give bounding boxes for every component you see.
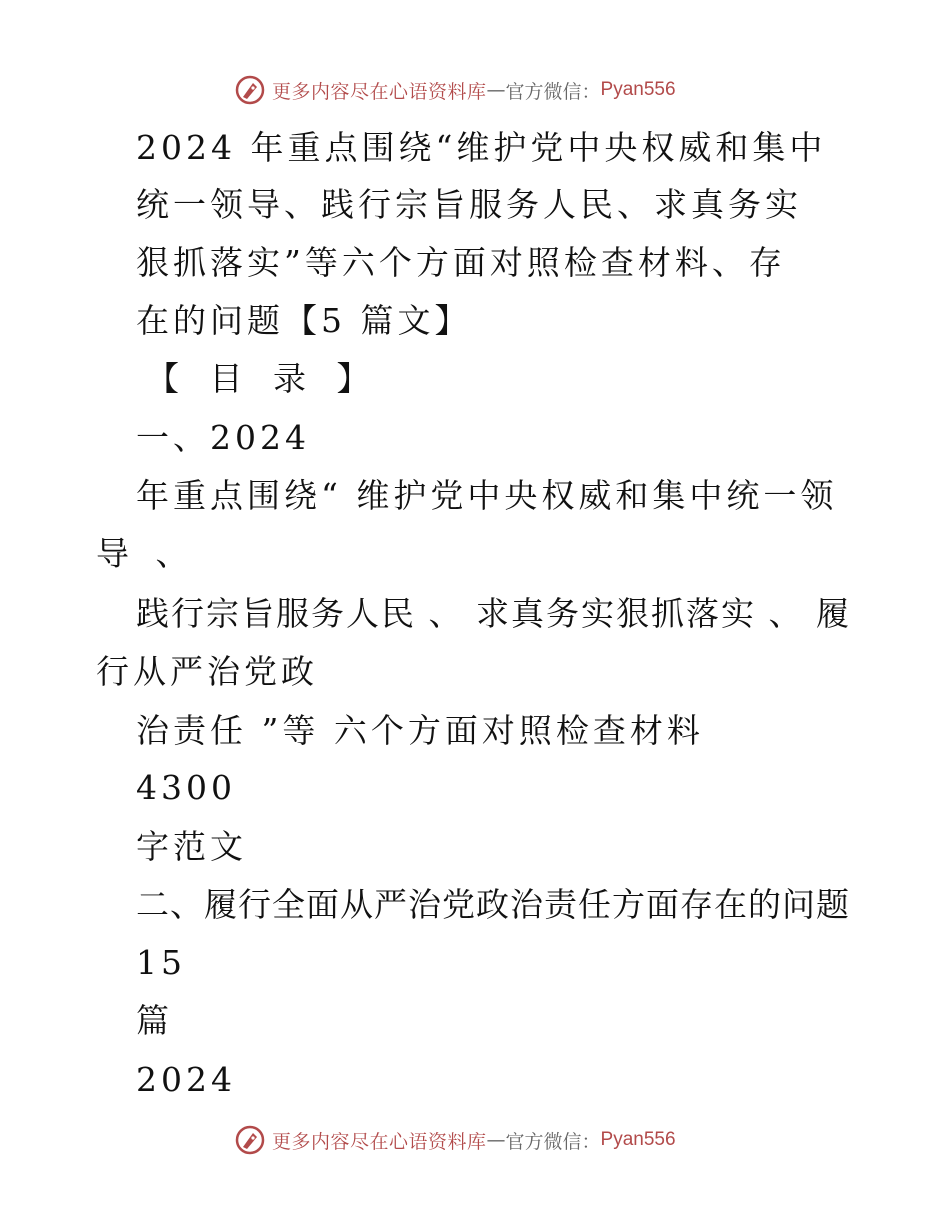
watermark-separator: — xyxy=(486,1129,506,1151)
toc-line: 字范文 xyxy=(136,827,247,866)
toc-heading: 【 目 录 】 xyxy=(146,359,380,398)
watermark-text: 更多内容尽在心语资料库 xyxy=(272,1130,487,1153)
watermark-separator: — xyxy=(486,79,506,101)
toc-line: 年重点围绕“ 维护党中央权威和集中统一领 xyxy=(136,476,838,515)
watermark-wechat-id: Pyan556 xyxy=(600,1129,676,1150)
toc-line: 二、履行全面从严治党政治责任方面存在的问题 xyxy=(136,885,850,924)
document-title-line: 在的问题【5 篇文】 xyxy=(136,301,472,340)
toc-line: 践行宗旨服务人民 、 求真务实狠抓落实 、 履 xyxy=(136,594,851,633)
watermark-label: 官方微信： xyxy=(505,1130,601,1153)
watermark-wechat-id: Pyan556 xyxy=(600,79,676,100)
toc-line: 行从严治党政 xyxy=(96,652,318,691)
watermark-text: 更多内容尽在心语资料库 xyxy=(272,80,487,103)
toc-line: 一、2024 xyxy=(136,418,310,457)
toc-line: 2024 xyxy=(136,1060,236,1099)
toc-line: 治责任 ”等 六个方面对照检查材料 xyxy=(136,711,704,750)
toc-line: 篇 xyxy=(136,1001,173,1040)
watermark-label: 官方微信： xyxy=(505,80,601,103)
toc-line: 导 、 xyxy=(96,534,197,573)
document-title-line: 2024 年重点围绕“维护党中央权威和集中 xyxy=(136,128,827,167)
header-watermark xyxy=(234,72,754,108)
pen-nib-logo-icon xyxy=(234,74,266,106)
pen-nib-logo-icon xyxy=(234,1124,266,1156)
document-title-line: 统一领导、践行宗旨服务人民、求真务实 xyxy=(136,185,802,224)
toc-line: 15 xyxy=(136,943,186,982)
footer-watermark xyxy=(234,1122,754,1158)
document-title-line: 狠抓落实”等六个方面对照检查材料、存 xyxy=(136,243,786,282)
toc-line: 4300 xyxy=(136,768,236,807)
